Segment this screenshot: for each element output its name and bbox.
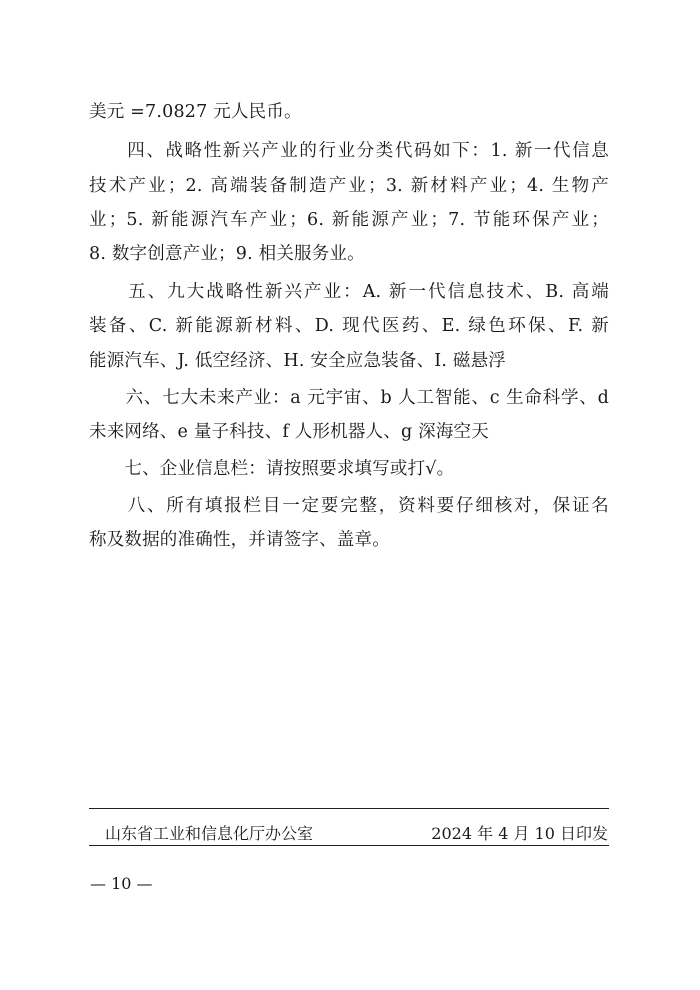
body-line: 美元 =7.0827 元人民币。 <box>89 102 302 122</box>
body-line: 装备、C. 新能源新材料、D. 现代医药、E. 绿色环保、F. 新 <box>89 316 609 336</box>
body-line: 未来网络、e 量子科技、f 人形机器人、g 深海空天 <box>89 422 489 442</box>
body-line: 六、七大未来产业：a 元宇宙、b 人工智能、c 生命科学、d <box>89 388 609 408</box>
body-line: 称及数据的准确性，并请签字、盖章。 <box>89 530 390 550</box>
body-line: 四、战略性新兴产业的行业分类代码如下：1. 新一代信息 <box>89 141 609 161</box>
footer-date: 2024 年 4 月 10 日印发 <box>431 824 608 843</box>
body-line: 五、九大战略性新兴产业：A. 新一代信息技术、B. 高端 <box>89 282 609 302</box>
footer-top-rule <box>89 808 609 809</box>
footer-bottom-rule <box>89 845 609 846</box>
body-line: 技术产业；2. 高端装备制造产业；3. 新材料产业；4. 生物产 <box>89 176 609 196</box>
body-line: 8. 数字创意产业；9. 相关服务业。 <box>89 244 365 264</box>
body-line: 能源汽车、J. 低空经济、H. 安全应急装备、I. 磁悬浮 <box>89 351 507 371</box>
body-line: 业；5. 新能源汽车产业；6. 新能源产业；7. 节能环保产业； <box>89 210 609 230</box>
body-line: 八、所有填报栏目一定要完整，资料要仔细核对，保证名 <box>89 496 609 516</box>
body-line: 七、企业信息栏：请按照要求填写或打√。 <box>89 459 455 479</box>
page-number: — 10 — <box>90 874 153 893</box>
footer-issuer: 山东省工业和信息化厅办公室 <box>105 824 314 843</box>
